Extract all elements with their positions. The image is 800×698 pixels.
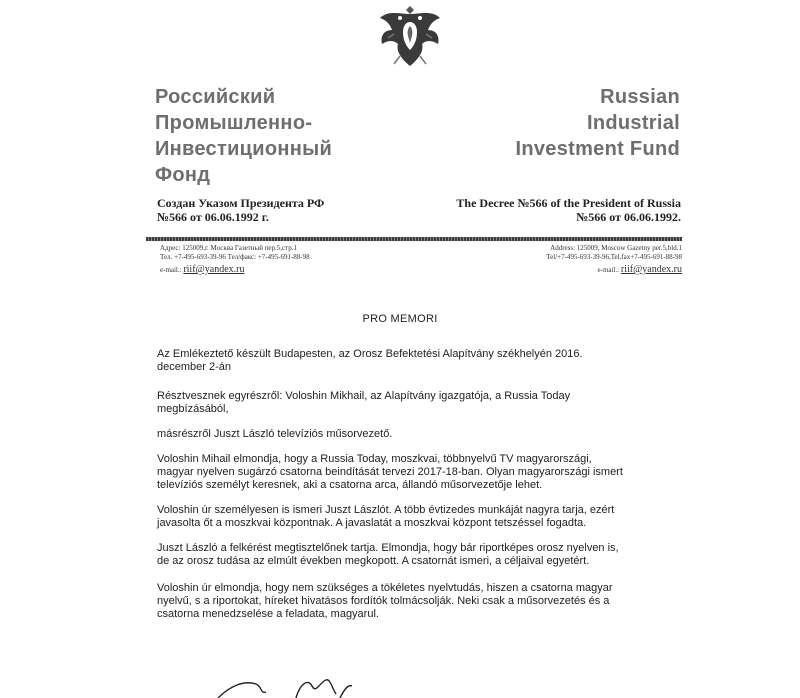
memo-paragraph: Voloshin úr személyesen is ismeri Juszt Lászlót. A több évtizedes munkáját nagyra tarja, ezért javasolta őt a moszkvai központnak. A javaslatát a moszkvai központ tetszéssel fogadta. [157,504,615,529]
address-ru [160,244,390,275]
memo-paragraph: másrészről Juszt László televíziós műsorvezető. [157,428,393,440]
header-divider [146,237,682,241]
org-name-ru [155,84,415,188]
org-name-ru-line: Промышленно- [155,112,313,134]
decree-ru-line: №566 от 06.06.1992 г. [157,210,269,224]
decree-en-line: №566 от 06.06.1992. [576,210,681,224]
signature-icon [200,672,400,698]
org-name-ru-line: Российский [155,86,276,108]
memo-paragraph: Voloshin úr elmondja, hogy nem szükséges a tökéletes nyelvtudás, hiszen a csatorna magyar nyelvű, s a riportokat, híreket hivatásos fordítók tolmácsolják. Neki csak a műsorvezetés és a csatorna menedzselése a feladata, magyarul. [157,582,613,620]
memo-paragraph: Juszt László a felkérést megtisztelőnek tartja. Elmondja, hogy bár riportképes orosz nyelven is, de az orosz tudása az elmúlt években megkopott. A csatornát ismeri, a céljaival egyetért. [157,542,619,567]
decree-en-line: The Decree №566 of the President of Russia [456,196,681,210]
address-en-line: Address: 125009, Moscow Gazetny per.5,bld.1 [550,244,682,252]
decree-en [381,196,681,224]
email-row-ru [160,265,390,275]
memo-paragraph: Résztvesznek egyrészről: Voloshin Mikhail, az Alapítvány igazgatója, a Russia Today megbízásából, [157,390,571,415]
org-name-en [420,84,680,162]
email-link[interactable]: riif@yandex.ru [183,264,245,275]
address-ru-line: Адрес: 125009,г. Москва Газетный пер.5,стр.1 [160,244,298,252]
email-label: e-mail.: [597,266,620,274]
address-ru-line: Тел. +7-495-693-39-96 Тел/факс: +7-495-691-88-98 [160,253,310,261]
decree-ru-line: Создан Указом Президента РФ [157,196,325,210]
org-name-en-line: Russian [600,86,680,108]
org-name-en-line: Investment Fund [515,138,680,160]
email-link[interactable]: riif@yandex.ru [620,264,682,275]
memo-title: PRO MEMORI [362,313,438,325]
memo-paragraph: Voloshin Mihail elmondja, hogy a Russia Today, moszkvai, többnyelvű TV magyarországi, magyar nyelven sugárzó csatorna beindítását tervezi 2017-18-ban. Olyan magyarországi ismert televíziós személyt keresnek, aki a csatorna arca, állandó műsorvezetője lehet. [157,453,623,491]
decree-ru [157,196,417,224]
memo-body [157,348,627,621]
memo-paragraph: Az Emlékeztető készült Budapesten, az Orosz Befektetési Alapítvány székhelyén 2016. december 2-án [157,348,583,373]
address-en [452,244,682,275]
email-row-en [452,265,682,275]
email-label: e-mail.: [160,266,182,274]
org-name-en-line: Industrial [586,112,680,134]
address-en-line: Tel/+7-495-693-39-96,Tel,fax+7-495-691-88-98 [546,253,682,261]
org-name-ru-line: Фонд [155,164,211,186]
org-name-ru-line: Инвестиционный [155,138,333,160]
state-emblem-icon [370,0,450,74]
